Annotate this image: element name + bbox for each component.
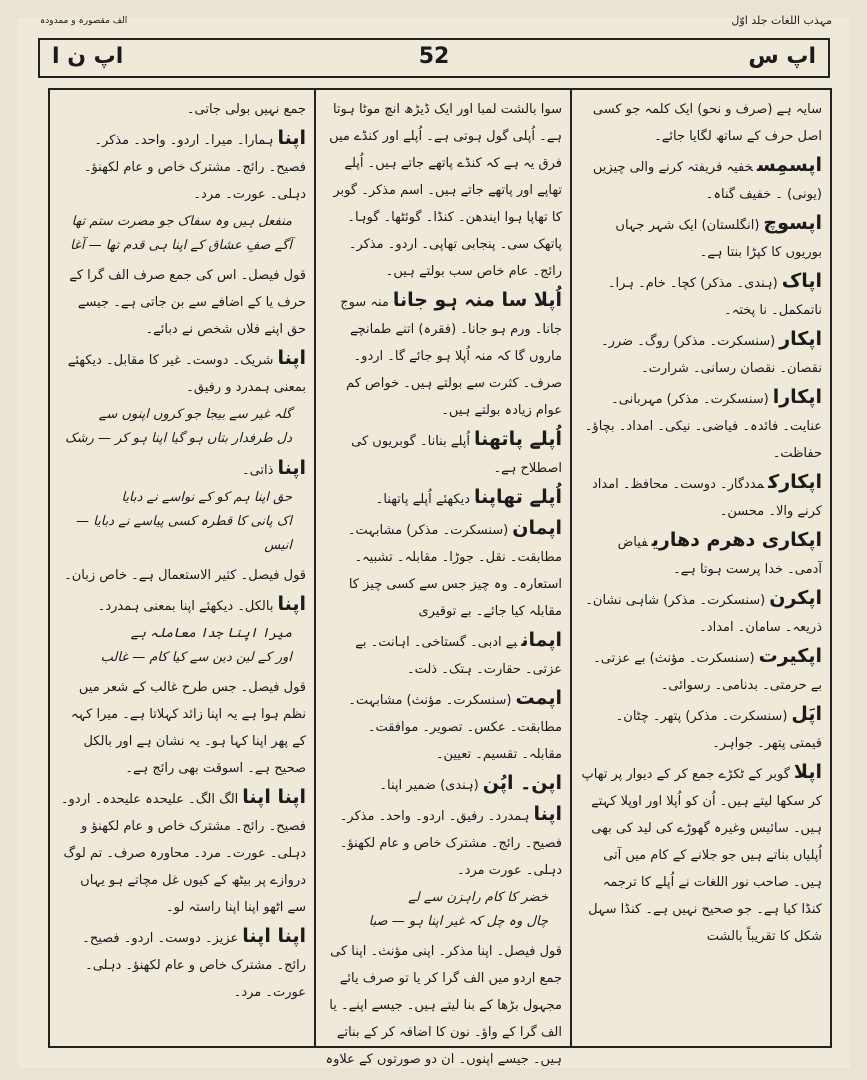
dictionary-entry xyxy=(580,326,822,382)
verse-line: گلہ غیر سے بیجا جو کروں اپنوں سے xyxy=(98,407,292,422)
entry-headword: اپنا xyxy=(277,457,306,479)
entry-headword: اپن۔ اپُن xyxy=(482,772,562,794)
running-head xyxy=(18,12,850,34)
entry-definition: اُپلے بنانا۔ گوبریوں کی اصطلاح ہے۔ xyxy=(351,434,562,476)
entry-headword: اپکیرت xyxy=(758,645,822,667)
dictionary-entry xyxy=(324,685,562,768)
entry-headword: اپکاری دھرم دھاری xyxy=(651,529,822,551)
entry-definition: سایہ ہے (صرف و نحو) ایک کلمہ جو کسی اصل حرف کے ساتھ لگایا جائے۔ xyxy=(592,102,822,144)
entry-headword: اپکارک xyxy=(768,471,822,493)
verse-line: چال وہ چل کہ غیر اپنا ہو — صبا xyxy=(368,914,548,929)
entry-definition: (انگلستان) ایک شہر جہاں بوریوں کا کپڑا بنتا ہے۔ xyxy=(615,218,822,260)
dictionary-entry xyxy=(580,210,822,266)
dictionary-entry xyxy=(58,345,306,401)
page-number: 52 xyxy=(418,44,450,69)
entry-definition: الگ الگ۔ علیحدہ علیحدہ۔ اردو۔ فصیح۔ رائج۔ مشترک خاص و عام لکھنؤ و دہلی۔ عورت۔ مرد۔ محاورہ صرف۔ تم لوگ دروازے پر بیٹھ کے کیوں غل مچاتے ہو یہاں سے اٹھو اپنا اپنا راستہ لو۔ xyxy=(60,792,306,915)
entry-headword: اپنا اپنا xyxy=(242,925,306,947)
entry-definition: شریک۔ دوست۔ غیر کا مقابل۔ دیکھئے بمعنی ہمدرد و رفیق۔ xyxy=(67,353,306,395)
dictionary-entry xyxy=(580,527,822,583)
dictionary-entry xyxy=(58,784,306,921)
entry-definition: فیاض آدمی۔ خدا پرست ہوتا ہے۔ xyxy=(617,535,822,577)
dictionary-entry xyxy=(324,770,562,799)
dictionary-entry xyxy=(580,759,822,950)
entry-definition: دیکھئے اُپلے پاتھنا۔ xyxy=(375,492,470,507)
entry-definition: قول فیصل۔ اس کی جمع صرف الف گرا کے حرف یا کے اضافے سے بن جاتی ہے۔ جیسے حق اپنے فلاں شخص نے دبائے۔ xyxy=(69,268,306,337)
quoted-verse xyxy=(64,622,292,670)
quoted-verse xyxy=(64,486,292,558)
dictionary-entry xyxy=(324,287,562,424)
entry-headword: اپَل xyxy=(791,703,822,725)
entry-headword: اپنا xyxy=(533,803,562,825)
dictionary-entry xyxy=(580,96,822,150)
dictionary-entry xyxy=(580,152,822,208)
entry-definition: (سنسکرت۔ مذکر) مشابہت۔ مطابقت۔ نقل۔ جوڑا۔ مقابلہ۔ تشبیہ۔ استعارہ۔ وہ چیز جس سے کسی چیز کا مقابلہ کیا جائے۔ بے توقیری xyxy=(347,523,562,619)
dictionary-entry xyxy=(58,96,306,123)
dictionary-entry xyxy=(324,627,562,683)
entry-definition: بے ادبی۔ گستاخی۔ اہانت۔ بے عزتی۔ حقارت۔ ہتک۔ ذلت۔ xyxy=(355,635,562,677)
dictionary-entry xyxy=(58,591,306,620)
dictionary-entry xyxy=(58,455,306,484)
dictionary-entry xyxy=(324,801,562,884)
header-right-heading: اپ س xyxy=(748,44,816,69)
entry-definition: (ہندی۔ مذکر) کچا۔ خام۔ ہرا۔ ناتمکمل۔ نا پختہ۔ xyxy=(607,276,822,318)
quoted-verse xyxy=(64,403,292,451)
dictionary-entry xyxy=(324,484,562,513)
quoted-verse xyxy=(64,210,292,258)
entry-definition: جمع نہیں بولی جاتی۔ xyxy=(186,102,306,117)
dictionary-entry xyxy=(58,262,306,343)
entry-definition: سوا بالشت لمبا اور ایک ڈیڑھ انچ موٹا ہوتا ہے۔ اُپلی گول ہوتی ہے۔ اُپلے اور کنڈے میں فرق یہ ہے کہ کنڈے پاتھے جاتے ہیں۔ اُپلے تھاپے اور پاتھے جاتے ہیں۔ اسم مذکر۔ گوبر کا تھاپا ہوا ایندھن۔ کنڈا۔ گوئٹھا۔ گوہا۔ پاتھک سی۔ پنجابی تھاپی۔ اردو۔ مذکر۔ رائج۔ عام خاص سب بولتے ہیں۔ xyxy=(329,102,562,279)
page-header xyxy=(38,38,830,78)
header-left-heading: اپ ن ا xyxy=(52,44,124,69)
entry-definition: ذاتی۔ xyxy=(241,463,274,478)
dictionary-entry xyxy=(324,515,562,625)
dictionary-entry xyxy=(58,674,306,782)
verse-line: خضر کا کام راہزن سے لے xyxy=(408,890,548,905)
entry-headword: اپمت xyxy=(515,687,562,709)
verse-line: آگے صفِ عشاق کے اپنا ہی قدم تھا — آغا xyxy=(70,238,292,253)
entry-definition: بالکل۔ دیکھئے اپنا بمعنی ہمدرد۔ xyxy=(97,599,274,614)
entry-definition: (سنسکرت۔ مذکر) مہربانی۔ عنایت۔ فائدہ۔ فیاضی۔ نیکی۔ امداد۔ بچاؤ۔ حفاظت۔ xyxy=(584,392,822,461)
entry-headword: اپکرن xyxy=(769,587,822,609)
entry-definition: (سنسکرت۔ مذکر) شاہی نشان۔ ذریعہ۔ سامان۔ امداد۔ xyxy=(585,593,822,635)
verse-line: اور کے لین دین سے کیا کام — غالب xyxy=(100,650,292,665)
entry-definition: منہ سوج جانا۔ ورم ہو جانا۔ (فقرہ) اتنے طمانچے ماروں گا کہ منہ اُپلا ہو جائے گا۔ اردو۔ صرف۔ کثرت سے بولتے ہیں۔ خواص کم عوام زیادہ بولتے ہیں۔ xyxy=(340,295,562,418)
verse-line: منفعل ہیں وہ سفاک جو مصرت ستم تھا xyxy=(71,214,292,229)
entry-definition: (سنسکرت۔ مؤنث) مشابہت۔ مطابقت۔ عکس۔ تصویر۔ موافقت۔ مقابلہ۔ تقسیم۔ تعیین۔ xyxy=(348,693,562,762)
entry-definition: (ہندی) ضمیر اپنا۔ xyxy=(379,778,479,793)
entry-headword: اپمان xyxy=(512,517,562,539)
entry-headword: اپمان xyxy=(521,629,562,651)
dictionary-entry xyxy=(580,643,822,699)
entry-headword: اپسوچ xyxy=(763,212,822,234)
dictionary-entry xyxy=(580,268,822,324)
entry-headword: اپنا xyxy=(277,127,306,149)
entry-headword: اُپلے پاتھنا xyxy=(474,428,562,450)
entry-definition: ہمدرد۔ رفیق۔ اردو۔ واحد۔ مذکر۔ فصیح۔ رائج۔ مشترک خاص و عام لکھنؤ۔ دہلی۔ عورت مرد۔ xyxy=(339,809,562,878)
dictionary-entry xyxy=(580,384,822,467)
running-head-left: الف مقصورہ و ممدودہ xyxy=(40,16,128,26)
entry-definition: ہمارا۔ میرا۔ اردو۔ واحد۔ مذکر۔ فصیح۔ رائج۔ مشترک خاص و عام لکھنؤ۔ دہلی۔ عورت۔ مرد۔ xyxy=(83,133,306,202)
entry-definition: قول فیصل۔ کثیر الاستعمال ہے۔ خاص زبان۔ xyxy=(64,568,306,583)
entry-headword: اُپلے تھاپنا xyxy=(474,486,562,508)
dictionary-page xyxy=(18,14,850,1068)
entry-definition: گوبر کے ٹکڑے جمع کر کے دیوار پر تھاپ کر سکھا لیتے ہیں۔ اُن کو اُپلا اور اوپلا کہتے ہیں۔ سائیس وغیرہ گھوڑے کی لید کی بھی اُپلیاں بناتے ہیں جو جلانے کے کام میں آتی ہیں۔ صاحب نور اللغات نے اُپلے کا ترجمہ کنڈا کیا ہے۔ جو صحیح نہیں ہے۔ کنڈا سہل شکل کا تقریباً بالشت xyxy=(581,767,822,944)
quoted-verse xyxy=(330,886,548,934)
entry-headword: اپاک xyxy=(781,270,822,292)
dictionary-entry xyxy=(58,923,306,1006)
verse-line: حق اپنا ہم کو کے نواسے نے دبایا xyxy=(121,490,292,505)
dictionary-entry xyxy=(58,562,306,589)
entry-headword: اپلا xyxy=(793,761,822,783)
column-middle xyxy=(314,88,570,1067)
column-right xyxy=(570,88,832,1048)
dictionary-entry xyxy=(324,426,562,482)
dictionary-entry xyxy=(324,938,562,1073)
entry-headword: اپکار xyxy=(779,328,822,350)
dictionary-entry xyxy=(324,96,562,285)
entry-definition: خفیہ فریفتہ کرنے والی چیزیں (یونی) ۔ خفیف گناہ۔ xyxy=(592,160,822,202)
dictionary-entry xyxy=(580,585,822,641)
entry-headword: اپنا xyxy=(277,593,306,615)
entry-definition: قول فیصل۔ جس طرح غالب کے شعر میں نظم ہوا ہے یہ اپنا زائد کہلاتا ہے۔ میرا کہہ کے پھر اپنا کہا ہو۔ یہ نشان ہے اور بالکل صحیح ہے۔ اسوقت بھی رائج ہے۔ xyxy=(70,680,306,776)
entry-headword: اپنا xyxy=(277,347,306,369)
entry-headword: اپسمِس xyxy=(756,154,822,176)
entry-definition: قول فیصل۔ اپنا مذکر۔ اپنی مؤنث۔ اپنا کی جمع اردو میں الف گرا کر یا تو صرف یائے مجہول بڑھا کے بنا لیتے ہیں۔ جیسے اپنے۔ یا الف گرا کے واؤ۔ نون کا اضافہ کر کے بناتے ہیں۔ جیسے اپنوں۔ ان دو صورتوں کے علاوہ xyxy=(325,944,562,1067)
entry-headword: اپنا اپنا xyxy=(242,786,306,808)
entry-definition: عزیز۔ دوست۔ اردو۔ فصیح۔ رائج۔ مشترک خاص و عام لکھنؤ۔ دہلی۔ عورت۔ مرد۔ xyxy=(82,931,306,1000)
verse-line: اک پانی کا قطرہ کسی پیاسے نے دبایا — انیس xyxy=(76,514,292,553)
verse-line: دل طرفدار بتاں ہو گیا اپنا ہو کر — رشک xyxy=(65,431,292,446)
entry-definition: مددگار۔ دوست۔ محافظ۔ امداد کرنے والا۔ محسن۔ xyxy=(591,477,822,519)
dictionary-entry xyxy=(58,125,306,208)
entry-definition: (سنسکرت۔ مؤنث) بے عزتی۔ بے حرمتی۔ بدنامی۔ رسوائی۔ xyxy=(593,651,822,693)
dictionary-entry xyxy=(580,469,822,525)
entry-definition: (سنسکرت۔ مذکر) پتھر۔ چٹان۔ قیمتی پتھر۔ جواہر۔ xyxy=(615,709,822,751)
verse-line: میرا اپنا جدا معاملہ ہے xyxy=(130,626,292,641)
entry-definition: (سنسکرت۔ مذکر) روگ۔ ضرر۔ نقصان۔ نقصان رسانی۔ شرارت۔ xyxy=(600,334,822,376)
entry-headword: اُپلا سا منہ ہو جانا xyxy=(392,289,562,311)
column-left xyxy=(48,88,314,1048)
dictionary-entry xyxy=(580,701,822,757)
running-head-right: مہذب اللغات جلد اوّل xyxy=(731,14,832,27)
entry-headword: اپکارا xyxy=(772,386,822,408)
